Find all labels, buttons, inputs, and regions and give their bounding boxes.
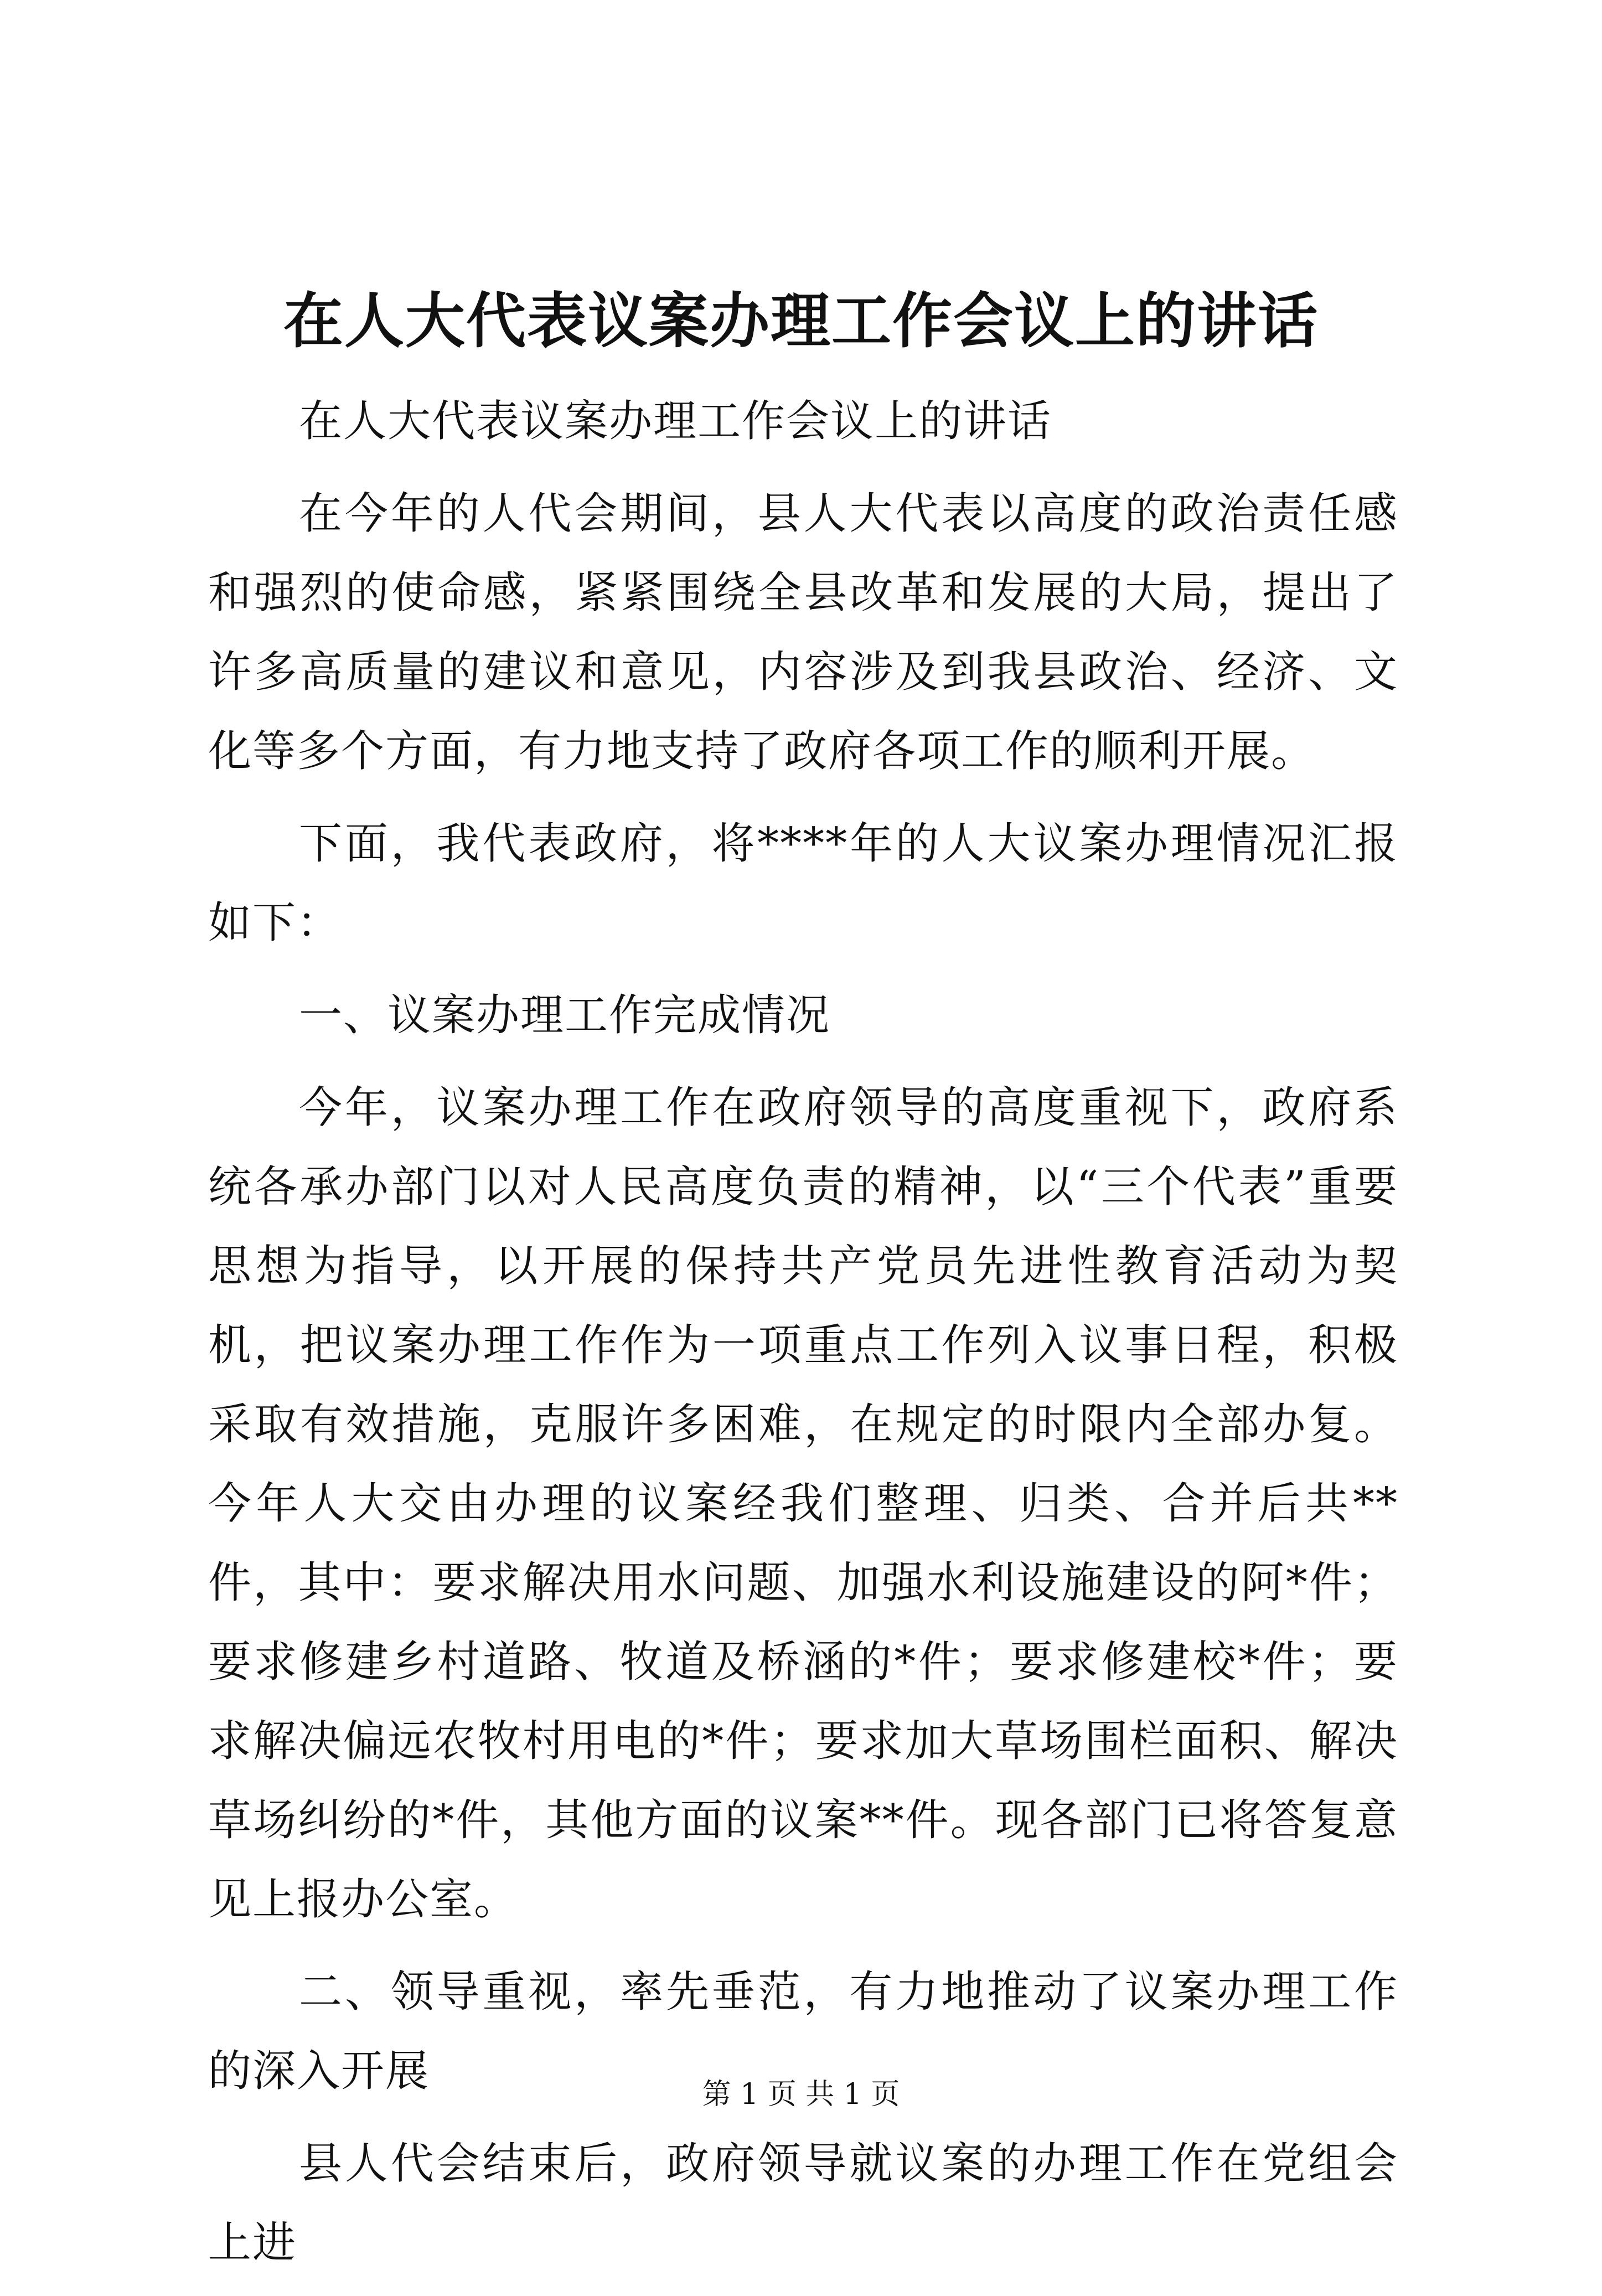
document-title: 在人大代表议案办理工作会议上的讲话 [283,286,1319,356]
intro-paragraph: 在今年的人代会期间，县人大代表以高度的政治责任感和强烈的使命感，紧紧围绕全县改革和发展的大局，提出了许多高质量的建议和意见，内容涉及到我县政治、经济、文化等多个方面，有力地支持了政府各项工作的顺利开展。 [208,489,1398,776]
section-heading-1: 一、议案办理工作完成情况 [299,990,831,1040]
subtitle-paragraph: 在人大代表议案办理工作会议上的讲话 [299,396,1052,446]
page-footer: 第 1 页 共 1 页 [702,2078,900,2111]
document-body [208,382,1398,2296]
section-heading-2: 二、领导重视，率先垂范，有力地推动了议案办理工作的深入开展 [208,1967,1398,2096]
section-1-paragraph: 今年，议案办理工作在政府领导的高度重视下，政府系统各承办部门以对人民高度负责的精神，以“三个代表”重要思想为指导，以开展的保持共产党员先进性教育活动为契机，把议案办理工作作为一项重点工作列入议事日程，积极采取有效措施，克服许多困难，在规定的时限内全部办复。今年人大交由办理的议案经我们整理、归类、合并后共**件，其中：要求解决用水问题、加强水利设施建设的阿*件；要求修建乡村道路、牧道及桥涵的*件；要求修建校*件；要求解决偏远农牧村用电的*件；要求加大草场围栏面积、解决草场纠纷的*件，其他方面的议案**件。现各部门已将答复意见上报办公室。 [208,1083,1398,1924]
report-intro-paragraph: 下面，我代表政府，将****年的人大议案办理情况汇报如下： [208,819,1398,948]
section-2-paragraph: 县人代会结束后，政府领导就议案的办理工作在党组会上进 [208,2139,1398,2268]
